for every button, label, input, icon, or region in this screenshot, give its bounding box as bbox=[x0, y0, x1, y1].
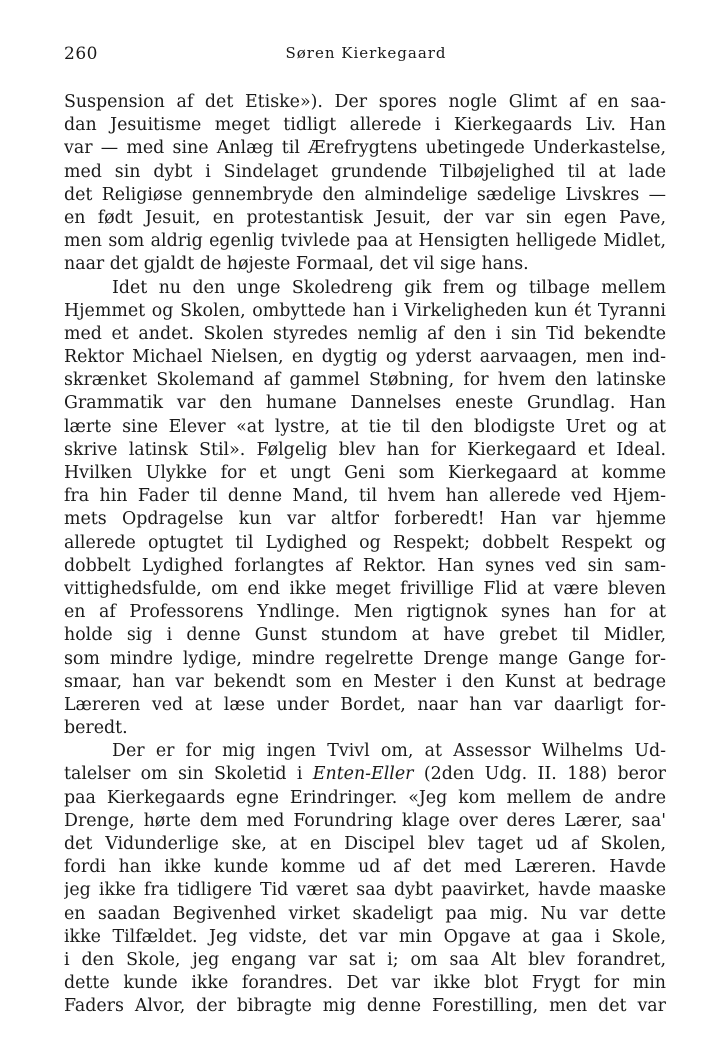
text-line: var — med sine Anlæg til Ærefrygtens ubetingede Underkastelse, bbox=[64, 138, 666, 159]
text-line: mets Opdragelse kun var altfor forberedt! Han var hjemme bbox=[64, 509, 666, 530]
italic-title: Enten-Eller bbox=[312, 764, 414, 785]
text-line: Læreren ved at læse under Bordet, naar han var daarligt for- bbox=[64, 694, 666, 715]
text-line: holde sig i denne Gunst stundom at have grebet til Midler, bbox=[64, 625, 666, 646]
text-line: med sin dybt i Sindelaget grundende Tilbøjelighed til at lade bbox=[64, 161, 666, 182]
text-line: i den Skole, jeg engang var sat i; om saa Alt blev forandret, bbox=[64, 949, 666, 970]
text-line: det Vidunderlige ske, at en Discipel blev taget ud af Skolen, bbox=[64, 834, 666, 854]
text-line: en født Jesuit, en protestantisk Jesuit, der var sin egen Pave, bbox=[64, 207, 666, 228]
page-header bbox=[64, 44, 668, 74]
text-line: allerede optugtet til Lydighed og Respekt; dobbelt Respekt og bbox=[64, 532, 666, 553]
text-line: smaar, han var bekendt som en Mester i den Kunst at bedrage bbox=[64, 671, 666, 692]
text-line: skrive latinsk Stil». Følgelig blev han for Kierkegaard et Ideal. bbox=[64, 439, 666, 460]
text-line: naar det gjaldt de højeste Formaal, det vil sige hans. bbox=[64, 254, 529, 275]
text-line: beredt. bbox=[64, 718, 128, 739]
text-segment: talelser om sin Skoletid i bbox=[64, 764, 313, 785]
text-line: Faders Alvor, der bibragte mig denne Forestilling, men det var bbox=[64, 996, 666, 1017]
text-line: fra hin Fader til denne Mand, til hvem han allerede ved Hjem- bbox=[64, 486, 666, 507]
text-line bbox=[64, 740, 666, 763]
text-line: men som aldrig egenlig tvivlede paa at Hensigten helligede Midlet, bbox=[64, 231, 666, 252]
text-line: jeg ikke fra tidligere Tid været saa dybt paavirket, havde maaske bbox=[64, 880, 666, 901]
text-line: Suspension af det Etiske»). Der spores nogle Glimt af en saa- bbox=[64, 92, 666, 112]
text-line: vittighedsfulde, om end ikke meget frivillige Flid at være bleven bbox=[64, 578, 666, 599]
body-text bbox=[64, 91, 666, 1019]
text-line: Hvilken Ulykke for et ungt Geni som Kierkegaard at komme bbox=[64, 463, 666, 483]
text-line: en saadan Begivenhed virket skadeligt paa mig. Nu var dette bbox=[64, 903, 666, 924]
page-number: 260 bbox=[64, 44, 98, 64]
text-segment: Der er for mig ingen Tvivl om, at Assessor Wilhelms Ud- bbox=[112, 741, 666, 762]
text-line: dette kunde ikke forandres. Det var ikke blot Frygt for min bbox=[64, 973, 666, 994]
text-line: lærte sine Elever «at lystre, at tie til den blodigste Uret og at bbox=[64, 416, 666, 437]
text-line: paa Kierkegaards egne Erindringer. «Jeg kom mellem de andre bbox=[64, 787, 666, 808]
text-line: Idet nu den unge Skoledreng gik frem og tilbage mellem bbox=[112, 277, 666, 298]
text-line: med et andet. Skolen styredes nemlig af den i sin Tid bekendte bbox=[64, 323, 666, 344]
text-line: det Religiøse gennembryde den almindelige sædelige Livskres — bbox=[64, 184, 666, 205]
text-line: dan Jesuitisme meget tidligt allerede i Kierkegaards Liv. Han bbox=[64, 115, 666, 136]
text-line: en af Professorens Yndlinge. Men rigtignok synes han for at bbox=[64, 602, 666, 623]
text-line bbox=[64, 763, 666, 786]
text-line: som mindre lydige, mindre regelrette Drenge mange Gange for- bbox=[64, 648, 666, 669]
text-line: Rektor Michael Nielsen, en dygtig og yderst aarvaagen, men ind- bbox=[64, 347, 666, 368]
text-line: ikke Tilfældet. Jeg vidste, det var min Opgave at gaa i Skole, bbox=[64, 926, 666, 947]
text-line: skrænket Skolemand af gammel Støbning, for hvem den latinske bbox=[64, 370, 666, 391]
text-line: Drenge, hørte dem med Forundring klage over deres Lærer, saa' bbox=[64, 810, 666, 831]
running-head: Søren Kierkegaard bbox=[285, 44, 447, 62]
text-line: Grammatik var den humane Dannelses eneste Grundlag. Han bbox=[64, 393, 666, 414]
text-line: fordi han ikke kunde komme ud af det med Læreren. Havde bbox=[64, 857, 666, 878]
text-line: dobbelt Lydighed forlangtes af Rektor. Han synes ved sin sam- bbox=[64, 555, 666, 576]
text-segment: (2den Udg. II. 188) beror bbox=[413, 764, 666, 785]
text-line: Hjemmet og Skolen, ombyttede han i Virkeligheden kun ét Tyranni bbox=[64, 300, 666, 321]
